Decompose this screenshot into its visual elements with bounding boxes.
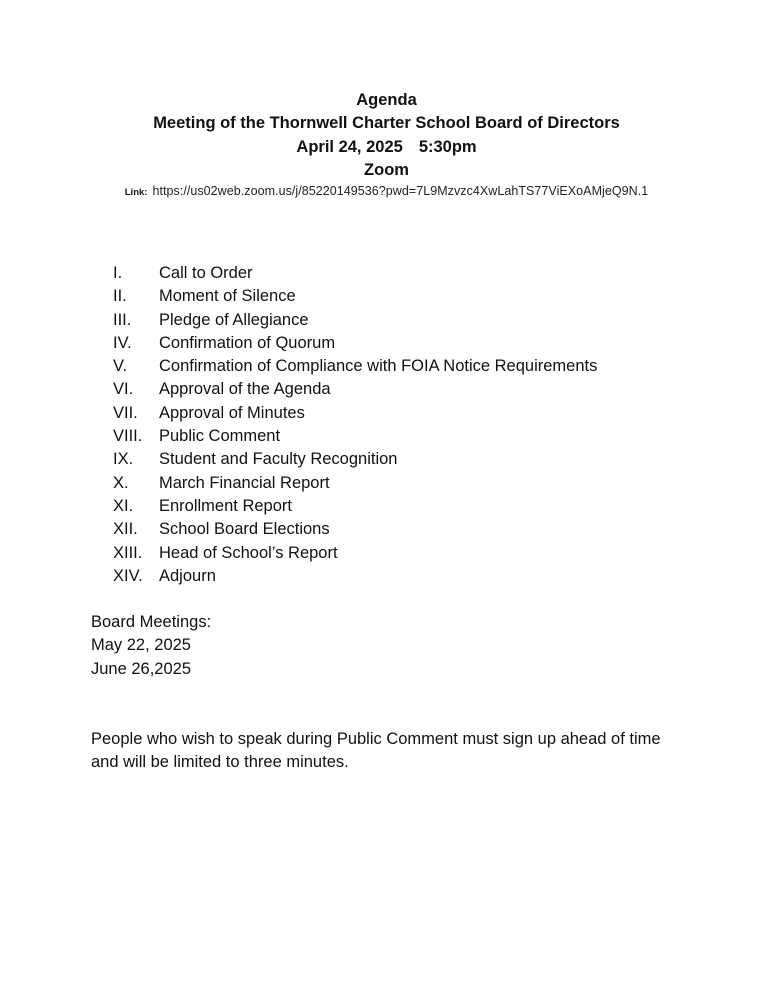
- agenda-item: [113, 518, 597, 541]
- agenda-item: [113, 542, 597, 565]
- agenda-item-number: I.: [113, 264, 123, 282]
- agenda-item: [113, 332, 597, 355]
- zoom-link[interactable]: https://us02web.zoom.us/j/85220149536?pwd=7L9Mzvzc4XwLahTS77ViEXoAMjeQ9N.1: [152, 184, 649, 199]
- meeting-date: April 24, 2025: [296, 137, 403, 156]
- agenda-item: [113, 402, 597, 425]
- agenda-item-label: School Board Elections: [159, 520, 330, 539]
- agenda-item-number: III.: [113, 310, 132, 329]
- agenda-item: [113, 565, 597, 588]
- agenda-list: [113, 262, 597, 588]
- agenda-item-label: Approval of Minutes: [159, 403, 305, 422]
- meeting-datetime: [0, 136, 773, 159]
- board-meeting-date: June 26,2025: [91, 659, 192, 678]
- agenda-item-label: Enrollment Report: [159, 496, 292, 515]
- agenda-item-label: March Financial Report: [159, 473, 330, 492]
- agenda-header: [0, 89, 773, 201]
- agenda-item: [113, 309, 597, 332]
- agenda-item-number: VII.: [113, 403, 138, 422]
- agenda-item-label: Head of School’s Report: [159, 543, 338, 562]
- agenda-item: [113, 472, 597, 495]
- agenda-item: [113, 378, 597, 401]
- agenda-item: [113, 285, 597, 308]
- agenda-item-label: Moment of Silence: [159, 287, 296, 306]
- meeting-title: Meeting of the Thornwell Charter School Board of Directors: [153, 114, 620, 133]
- document-title: Agenda: [356, 91, 417, 109]
- link-label: Link:: [124, 187, 148, 199]
- agenda-item: [113, 355, 597, 378]
- agenda-item-label: Adjourn: [159, 566, 216, 585]
- agenda-item-label: Confirmation of Quorum: [159, 333, 336, 352]
- agenda-item-label: Public Comment: [159, 427, 281, 446]
- agenda-item-label: Approval of the Agenda: [159, 380, 331, 399]
- board-meeting-date: May 22, 2025: [91, 636, 191, 655]
- zoom-link-line: [0, 183, 773, 201]
- agenda-item-number: VI.: [113, 380, 134, 399]
- public-comment-notice: People who wish to speak during Public Comment must sign up ahead of time and will be limited to three minutes.: [91, 730, 661, 772]
- agenda-item-label: Call to Order: [159, 264, 253, 282]
- agenda-item-label: Pledge of Allegiance: [159, 310, 309, 329]
- agenda-item-number: VIII.: [113, 427, 143, 446]
- board-meetings-section: [91, 611, 211, 681]
- agenda-item-label: Student and Faculty Recognition: [159, 450, 398, 469]
- agenda-item-number: IX.: [113, 450, 134, 469]
- agenda-item: [113, 495, 597, 518]
- agenda-item-number: X.: [113, 473, 129, 492]
- agenda-item: [113, 448, 597, 471]
- agenda-item-number: XI.: [113, 496, 134, 515]
- board-meetings-heading: Board Meetings:: [91, 613, 212, 631]
- agenda-item-label: Confirmation of Compliance with FOIA Notice Requirements: [159, 357, 598, 376]
- agenda-item: [113, 425, 597, 448]
- agenda-item-number: XIV.: [113, 566, 143, 585]
- agenda-item: [113, 262, 597, 285]
- agenda-item-number: II.: [113, 287, 127, 306]
- agenda-item-number: V.: [113, 357, 128, 376]
- agenda-item-number: IV.: [113, 333, 132, 352]
- agenda-item-number: XII.: [113, 520, 138, 539]
- meeting-time: 5:30pm: [418, 137, 477, 156]
- meeting-location: Zoom: [364, 160, 409, 179]
- agenda-item-number: XIII.: [113, 543, 143, 562]
